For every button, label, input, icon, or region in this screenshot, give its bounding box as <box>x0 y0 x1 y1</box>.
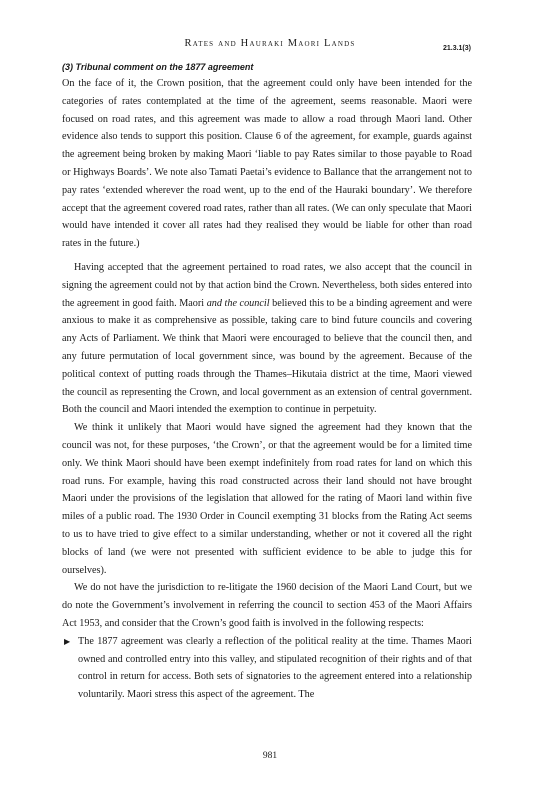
page-number: 981 <box>262 751 278 761</box>
paragraph-1 <box>62 75 472 253</box>
section-heading: (3) Tribunal comment on the 1877 agreement <box>62 62 254 72</box>
running-head: Rates and Hauraki Maori Lands <box>184 38 356 49</box>
bullet-arrow-icon: ▶ <box>64 636 71 646</box>
text-run: believed this to be a binding agreement and were anxious to make it as comprehensive as possible, taking care to bind future councils and covering any Acts of Parliament. We think that Maori were encouraged to believe that the council then, and any future permutation of local government since, was bound by the agreement. Because of the political context of putting roads through the Thames–Hikutaia district at the time, Maori viewed the council as representing the Crown, and local government as an extension of central government. Both the council and Maori intended the exemption to continue in perpetuity. <box>62 297 472 416</box>
text-run: On the face of it, the Crown position, that the agreement could only have been intended for the categories of rates contemplated at the time of the agreement, seems reasonable. Maori were focused on road rates, and this agreement was made to allow a road through Maori land. Other evidence also tends to support this position. Clause 6 of the agreement, for example, guards against the agreement being broken by making Maori ‘liable to pay Rates similar to those payable to Road or Highways Boards’. We note also Tamati Paetai’s evidence to Ballance that the arrangement not to pay rates ‘extended wherever the road went, up to the end of the Hauraki boundary’. We therefore accept that the agreement covered road rates, rather than all rates. (We can only speculate that Maori would have intended it cover all rates had they realised they would be liable for other than road rates in the future.) <box>62 78 472 250</box>
paragraph-4 <box>62 579 472 632</box>
section-reference: 21.3.1(3) <box>442 45 471 52</box>
text-run: We do not have the jurisdiction to re-litigate the 1960 decision of the Maori Land Court, but we do note the Government’s involvement in referring the council to section 453 of the Maori Affairs Act 1953, and consider that the Crown’s good faith is involved in the following respects: <box>62 582 472 629</box>
text-run: We think it unlikely that Maori would have signed the agreement had they known that the council was not, for these purposes, ‘the Crown’, or that the agreement would be for a limited time only. We think Maori should have been exempt indefinitely from road rates for land on which this road runs. For example, having this road constructed across their land should not have brought Maori under the provisions of the legislation that allowed for the rating of Maori land within five miles of a public road. The 1930 Order in Council exempting 31 blocks from the Rating Act seems to us to have tried to give effect to a similar understanding, whether or not it covered all the right blocks of land (we were not presented with sufficient evidence to be able to judge this for ourselves). <box>62 422 472 576</box>
paragraph-2 <box>62 259 472 419</box>
body-text <box>62 60 472 704</box>
bullet-item <box>62 633 472 704</box>
bullet-text: The 1877 agreement was clearly a reflection of the political reality at the time. Thames Maori owned and controlled entry into this valley, and stipulated recognition of their rights and of that control in return for access. Both sets of signatories to the agreement entered into a relationship voluntarily. Maori stress this aspect of the agreement. The <box>78 635 472 701</box>
text-run: Having accepted that the agreement pertained to road rates, we also accept that the council in signing the agreement could not by that action bind the Crown. Nevertheless, both sides entered into the agreement in good faith. Maori <box>62 261 472 309</box>
italic-phrase: and the council <box>206 297 270 309</box>
paragraph-3 <box>62 419 472 579</box>
